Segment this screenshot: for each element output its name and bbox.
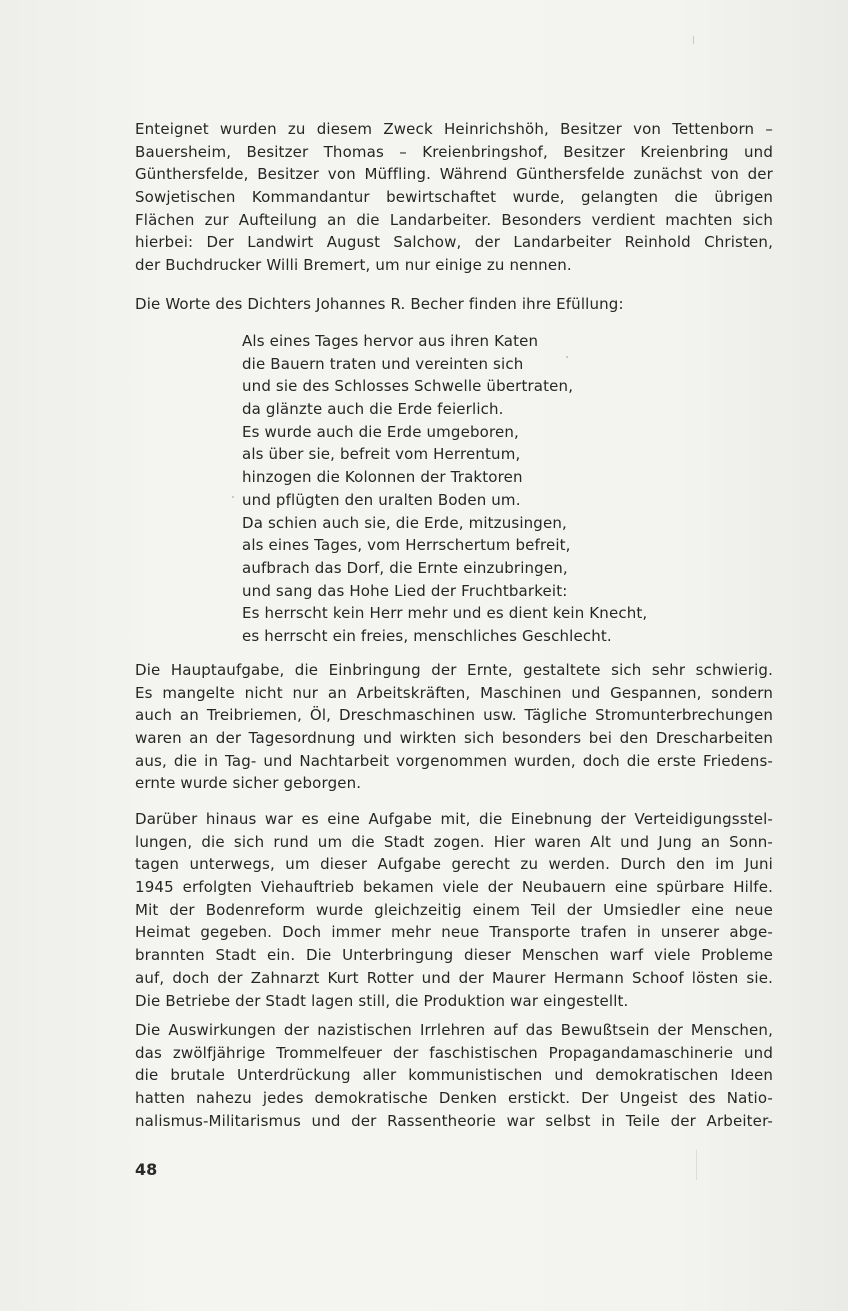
text-line: Enteignet wurden zu diesem Zweck Heinrichshöh, Besitzer von Tettenborn – bbox=[135, 120, 773, 138]
text-line: auf, doch der Zahnarzt Kurt Rotter und der Maurer Hermann Schoof lösten sie. bbox=[135, 968, 773, 987]
text-line: Die Betriebe der Stadt lagen still, die Produktion war eingestellt. bbox=[135, 991, 629, 1010]
poem-line: die Bauern traten und vereinten sich bbox=[242, 354, 524, 373]
poem-line: Es wurde auch die Erde umgeboren, bbox=[242, 422, 519, 441]
text-line: Die Hauptaufgabe, die Einbringung der Ernte, gestaltete sich sehr schwierig. bbox=[135, 661, 773, 679]
text-line: Darüber hinaus war es eine Aufgabe mit, die Einebnung der Verteidigungsstel- bbox=[135, 810, 773, 828]
text-line: Bauersheim, Besitzer Thomas – Kreienbringshof, Besitzer Kreienbring und bbox=[135, 142, 773, 161]
poem-line: als über sie, befreit vom Herrentum, bbox=[242, 445, 521, 464]
text-line: Sowjetischen Kommandantur bewirtschaftet wurde, gelangten die übrigen bbox=[135, 188, 773, 207]
text-line: waren an der Tagesordnung und wirkten sich besonders bei den Drescharbeiten bbox=[135, 729, 773, 748]
text-line: lungen, die sich rund um die Stadt zogen. Hier waren Alt und Jung an Sonn- bbox=[135, 832, 773, 851]
scan-speck bbox=[566, 356, 568, 358]
text-line: das zwölfjährige Trommelfeuer der faschistischen Propagandamaschinerie und bbox=[135, 1043, 773, 1062]
page-number: 48 bbox=[135, 1160, 158, 1179]
text-line: brannten Stadt ein. Die Unterbringung dieser Menschen warf viele Probleme bbox=[135, 946, 773, 965]
paragraph-defenses bbox=[135, 808, 773, 1012]
paragraph-land-reform bbox=[135, 118, 773, 277]
text-line: Mit der Bodenreform wurde gleichzeitig einem Teil der Umsiedler eine neue bbox=[135, 900, 773, 919]
text-line: hierbei: Der Landwirt August Salchow, der Landarbeiter Reinhold Christen, bbox=[135, 233, 773, 252]
poem-line: und pflügten den uralten Boden um. bbox=[242, 490, 521, 509]
poem-line: hinzogen die Kolonnen der Traktoren bbox=[242, 468, 523, 487]
poem-line: Da schien auch sie, die Erde, mitzusingen, bbox=[242, 513, 567, 532]
scan-speck bbox=[232, 496, 234, 498]
poem-line: und sang das Hohe Lied der Fruchtbarkeit: bbox=[242, 581, 568, 600]
text-line: Die Worte des Dichters Johannes R. Becher finden ihre Efüllung: bbox=[135, 295, 624, 313]
paragraph-ideology bbox=[135, 1019, 773, 1132]
text-line: nalismus-Militarismus und der Rassentheorie war selbst in Teile der Arbeiter- bbox=[135, 1111, 773, 1130]
text-line: Heimat gegeben. Doch immer mehr neue Transporte trafen in unserer abge- bbox=[135, 923, 773, 942]
text-line: 1945 erfolgten Viehauftrieb bekamen viele der Neubauern eine spürbare Hilfe. bbox=[135, 878, 773, 897]
poem-line: als eines Tages, vom Herrschertum befreit, bbox=[242, 536, 571, 555]
text-line: Flächen zur Aufteilung an die Landarbeiter. Besonders verdient machten sich bbox=[135, 210, 773, 229]
scan-speck bbox=[696, 1150, 697, 1180]
scan-speck bbox=[693, 36, 694, 44]
poem-line: aufbrach das Dorf, die Ernte einzubringen, bbox=[242, 558, 568, 577]
text-line: auch an Treibriemen, Öl, Dreschmaschinen usw. Tägliche Stromunterbrechungen bbox=[135, 706, 773, 725]
poem-line: Es herrscht kein Herr mehr und es dient kein Knecht, bbox=[242, 604, 648, 623]
text-line: Es mangelte nicht nur an Arbeitskräften, Maschinen und Gespannen, sondern bbox=[135, 683, 773, 702]
poem-line: und sie des Schlosses Schwelle übertraten, bbox=[242, 377, 574, 396]
text-line: Günthersfelde, Besitzer von Müffling. Während Günthersfelde zunächst von der bbox=[135, 165, 773, 184]
poem-line: Als eines Tages hervor aus ihren Katen bbox=[242, 332, 539, 350]
text-line: der Buchdrucker Willi Bremert, um nur einige zu nennen. bbox=[135, 256, 572, 275]
text-line: Die Auswirkungen der nazistischen Irrlehren auf das Bewußtsein der Menschen, bbox=[135, 1021, 773, 1039]
paragraph-harvest bbox=[135, 659, 773, 795]
text-line: ernte wurde sicher geborgen. bbox=[135, 774, 362, 793]
text-line: tagen unterwegs, um dieser Aufgabe gerecht zu werden. Durch den im Juni bbox=[135, 855, 773, 874]
poem-intro bbox=[135, 293, 773, 316]
text-line: aus, die in Tag- und Nachtarbeit vorgenommen wurden, doch die erste Friedens- bbox=[135, 751, 773, 770]
text-line: hatten nahezu jedes demokratische Denken erstickt. Der Ungeist des Natio- bbox=[135, 1089, 773, 1108]
poem-line: da glänzte auch die Erde feierlich. bbox=[242, 400, 504, 419]
text-line: die brutale Unterdrückung aller kommunistischen und demokratischen Ideen bbox=[135, 1066, 773, 1085]
poem-line: es herrscht ein freies, menschliches Geschlecht. bbox=[242, 626, 612, 645]
poem-block bbox=[242, 330, 647, 648]
